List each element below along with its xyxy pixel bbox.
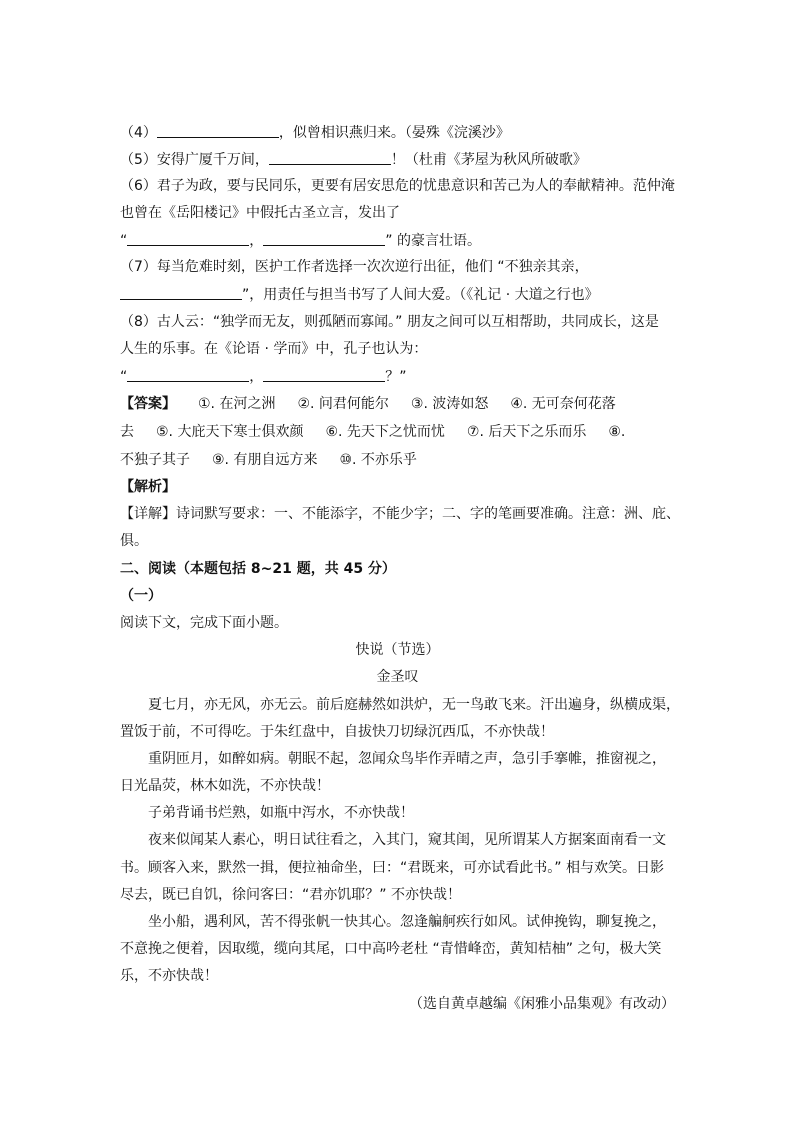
paragraph-4-line-2: 书。顾客入来，默然一揖，便拉袖命坐，曰：“君既来，可亦试看此书。” 相与欢笑。日影 [120,860,664,876]
answer-item: ⑧. [608,424,626,440]
question-7-line-1: （7）每当危难时刻，医护工作者选择一次次逆行出征，他们 “不独亲其亲， [120,259,589,275]
paragraph-4-line-1: 夜来似闻某人素心，明日试往看之，入其门，窥其闺，见所谓某人方据案面南看一文 [148,832,666,848]
question-8-line-1: （8）古人云：“独学而无友，则孤陋而寡闻。” 朋友之间可以互相帮助，共同成长，这是 [120,314,659,330]
detail-line-1: 【详解】诗词默写要求：一、不能添字，不能少字；二、字的笔画要准确。注意：洲、庇、 [120,506,680,522]
answer-line-3 [120,450,417,470]
section-subheading: （一） [120,588,162,604]
question-6-line-1: （6）君子为政，要与民同乐，更要有居安思危的忧患意识和苦己为人的奉献精神。范仲淹 [120,178,675,194]
answer-blank[interactable] [157,122,279,138]
question-6-line-3: “ ， ” 的豪言壮语。 [120,230,481,250]
detail-line-2: 俱。 [120,533,148,549]
question-7-line-2: ”，用责任与担当书写了人间大爱。（《礼记 · 大道之行也》 [120,284,599,304]
paragraph-2-line-1: 重阴匝月，如醉如病。朝眠不起，忽闻众鸟毕作弄晴之声，急引手搴帷，推窗视之， [148,751,666,767]
paragraph-3-line-1: 子弟背诵书烂熟，如瓶中泻水，不亦快哉！ [148,805,414,821]
section-instruction: 阅读下文，完成下面小题。 [120,615,288,631]
answer-item: ③. 波涛如怒 [410,396,489,412]
paragraph-5-line-1: 坐小船，遇利风，苦不得张帆一快其心。忽逢艑舸疾行如风。试伸挽钩，聊复挽之， [148,914,666,930]
answer-blank[interactable] [269,149,391,165]
paragraph-5-line-3: 乐，不亦快哉！ [120,968,218,984]
article-source: （选自黄卓越编《闲雅小品集观》有改动） [409,996,675,1012]
answer-item: ⑤. 大庇天下寒士俱欢颜 [156,424,304,440]
analysis-label: 【解析】 [120,479,176,495]
answer-item: ⑦. 后天下之乐而乐 [466,424,587,440]
answer-blank[interactable] [127,366,249,382]
paragraph-1-line-1: 夏七月，亦无风，亦无云。前后庭赫然如洪炉，无一鸟敢飞来。汗出遍身，纵横成渠， [148,697,680,713]
article-title: 快说（节选） [355,642,440,658]
answer-blank[interactable] [127,230,249,246]
paragraph-2-line-2: 日光晶荧，林木如洗，不亦快哉！ [120,778,330,794]
answer-line-2 [120,422,625,442]
answer-label: 【答案】 [120,396,176,412]
question-5: （5）安得广厦千万间， ！（杜甫《茅屋为秋风所破歌》 [120,149,587,169]
question-8-line-2: 人生的乐事。在《论语 · 学而》中，孔子也认为： [120,341,428,357]
paragraph-4-line-3: 尽去，既已自饥，徐问客曰：“君亦饥耶？” 不亦快哉！ [120,887,461,903]
answer-blank[interactable] [263,366,385,382]
question-8-line-3: “ ， ？” [120,366,407,386]
answer-item: 去 [120,424,134,440]
paragraph-5-line-2: 不意挽之便着，因取缆，缆向其尾，口中高吟老杜 “青惜峰峦，黄知桔柚” 之句，极大笑 [120,941,662,957]
answer-blank[interactable] [263,230,385,246]
article-author: 金圣叹 [376,669,419,685]
answer-item: ②. 问君何能尔 [297,396,389,412]
answer-item: ④. 无可奈何花落 [510,396,616,412]
answer-blank[interactable] [120,284,242,300]
paragraph-1-line-2: 置饭于前，不可得吃。于朱红盘中，自拔快刀切绿沉西瓜，不亦快哉！ [120,724,554,740]
section-heading: 二、阅读（本题包括 8~21 题，共 45 分） [120,561,396,577]
answer-line-1 [120,394,616,414]
answer-item: ⑩. 不亦乐乎 [339,452,417,468]
answer-item: ①. 在河之洲 [198,396,276,412]
answer-item: ⑨. 有朋自远方来 [212,452,318,468]
answer-item: ⑥. 先天下之忧而忧 [325,424,445,440]
question-6-line-2: 也曾在《岳阳楼记》中假托古圣立言，发出了 [120,205,400,221]
answer-item: 不独子其子 [120,452,190,468]
question-4: （4） ，似曾相识燕归来。（晏殊《浣溪沙》 [120,122,510,142]
